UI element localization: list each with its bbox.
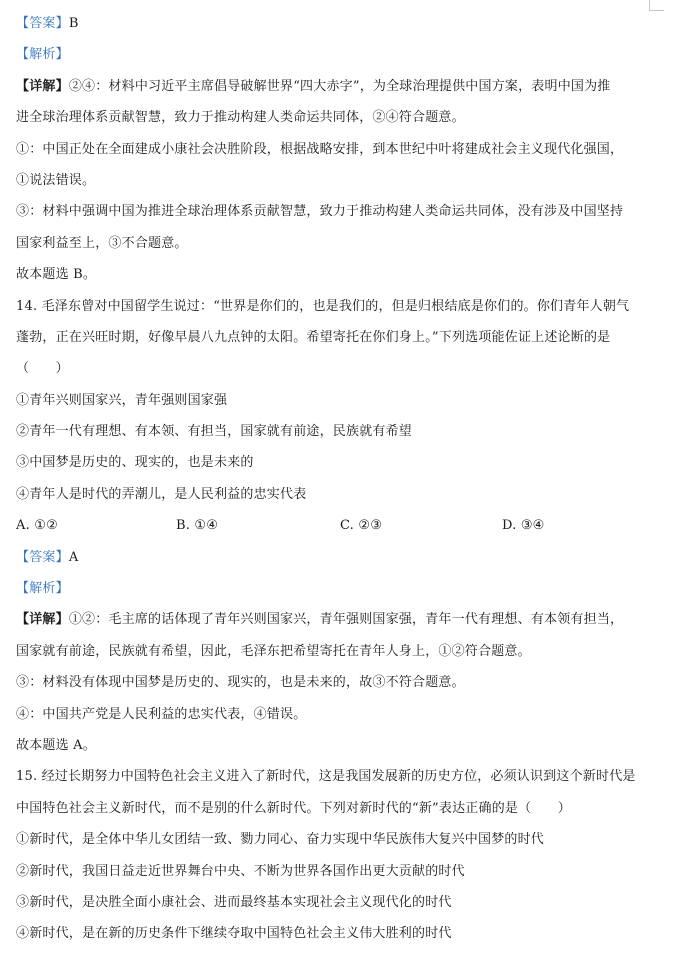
option-a: A. ①② bbox=[16, 518, 58, 534]
answer-options bbox=[16, 510, 676, 541]
detail-tag: 【详解】 bbox=[16, 612, 69, 628]
analysis-tag: 【解析】 bbox=[16, 47, 69, 63]
conclusion-line: 故本题选 B。 bbox=[16, 267, 97, 283]
explanation-line: ④：中国共产党是人民利益的忠实代表，④错误。 bbox=[16, 706, 307, 722]
question-stem: 中国特色社会主义新时代，而不是别的什么新时代。下列对新时代的“新”表达正确的是（ ） bbox=[16, 800, 571, 816]
option-c: C. ②③ bbox=[340, 518, 383, 534]
question-stem: 蓬勃，正在兴旺时期，好像早晨八九点钟的太阳。希望寄托在你们身上。”下列选项能佐证上述论断的是 bbox=[16, 329, 611, 345]
analysis-tag: 【解析】 bbox=[16, 581, 69, 597]
option-d: D. ③④ bbox=[502, 518, 545, 534]
question-stem: （ ） bbox=[16, 361, 69, 377]
detail-line bbox=[16, 604, 676, 635]
explanation-line: ①：中国正处在全面建成小康社会决胜阶段，根据战略安排，到本世纪中叶将建成社会主义现代化强国， bbox=[16, 141, 624, 157]
explanation-line: ①说法错误。 bbox=[16, 172, 96, 188]
conclusion-line: 故本题选 A。 bbox=[16, 737, 96, 753]
statement-item: ①青年兴则国家兴，青年强则国家强 bbox=[16, 392, 228, 408]
statement-item: ④新时代，是在新的历史条件下继续夺取中国特色社会主义伟大胜利的时代 bbox=[16, 926, 452, 942]
statement-item: ②新时代，我国日益走近世界舞台中央、不断为世界各国作出更大贡献的时代 bbox=[16, 863, 465, 879]
option-b: B. ①④ bbox=[176, 518, 219, 534]
explanation-text: ①②：毛主席的话体现了青年兴则国家兴，青年强则国家强，青年一代有理想、有本领有担当， bbox=[68, 612, 624, 628]
question-stem: 14. 毛泽东曾对中国留学生说过：“世界是你们的，也是我们的，但是归根结底是你们的。你们青年人朝气 bbox=[16, 298, 630, 314]
explanation-line: ③：材料中强调中国为推进全球治理体系贡献智慧，致力于推动构建人类命运共同体，没有涉及中国坚持 bbox=[16, 204, 624, 220]
statement-item: ②青年一代有理想、有本领、有担当，国家就有前途，民族就有希望 bbox=[16, 424, 413, 440]
statement-item: ③新时代，是决胜全面小康社会、进而最终基本实现社会主义现代化的时代 bbox=[16, 894, 452, 910]
answer-line bbox=[16, 8, 676, 39]
question-stem: 15. 经过长期努力中国特色社会主义进入了新时代，这是我国发展新的历史方位，必须认识到这个新时代是 bbox=[16, 769, 636, 785]
answer-value: A bbox=[68, 549, 79, 565]
explanation-line: ③：材料没有体现中国梦是历史的、现实的，也是未来的，故③不符合题意。 bbox=[16, 675, 465, 691]
explanation-line: 国家就有前途，民族就有希望，因此，毛泽东把希望寄托在青年人身上，①②符合题意。 bbox=[16, 643, 531, 659]
statement-item: ④青年人是时代的弄潮儿，是人民利益的忠实代表 bbox=[16, 486, 307, 502]
detail-tag: 【详解】 bbox=[16, 78, 69, 94]
answer-tag: 【答案】 bbox=[16, 549, 69, 565]
statement-item: ①新时代，是全体中华儿女团结一致、勠力同心、奋力实现中华民族伟大复兴中国梦的时代 bbox=[16, 832, 545, 848]
explanation-line: 国家利益至上，③不合题意。 bbox=[16, 235, 188, 251]
explanation-text: ②④：材料中习近平主席倡导破解世界“四大赤字”，为全球治理提供中国方案，表明中国为推 bbox=[68, 78, 611, 94]
answer-tag: 【答案】 bbox=[16, 16, 69, 31]
answer-value: B bbox=[68, 16, 79, 31]
statement-item: ③中国梦是历史的、现实的，也是未来的 bbox=[16, 455, 254, 471]
detail-line bbox=[16, 71, 676, 102]
document-page bbox=[16, 8, 676, 950]
explanation-line: 进全球治理体系贡献智慧，致力于推动构建人类命运共同体，②④符合题意。 bbox=[16, 110, 465, 126]
answer-line bbox=[16, 542, 676, 573]
